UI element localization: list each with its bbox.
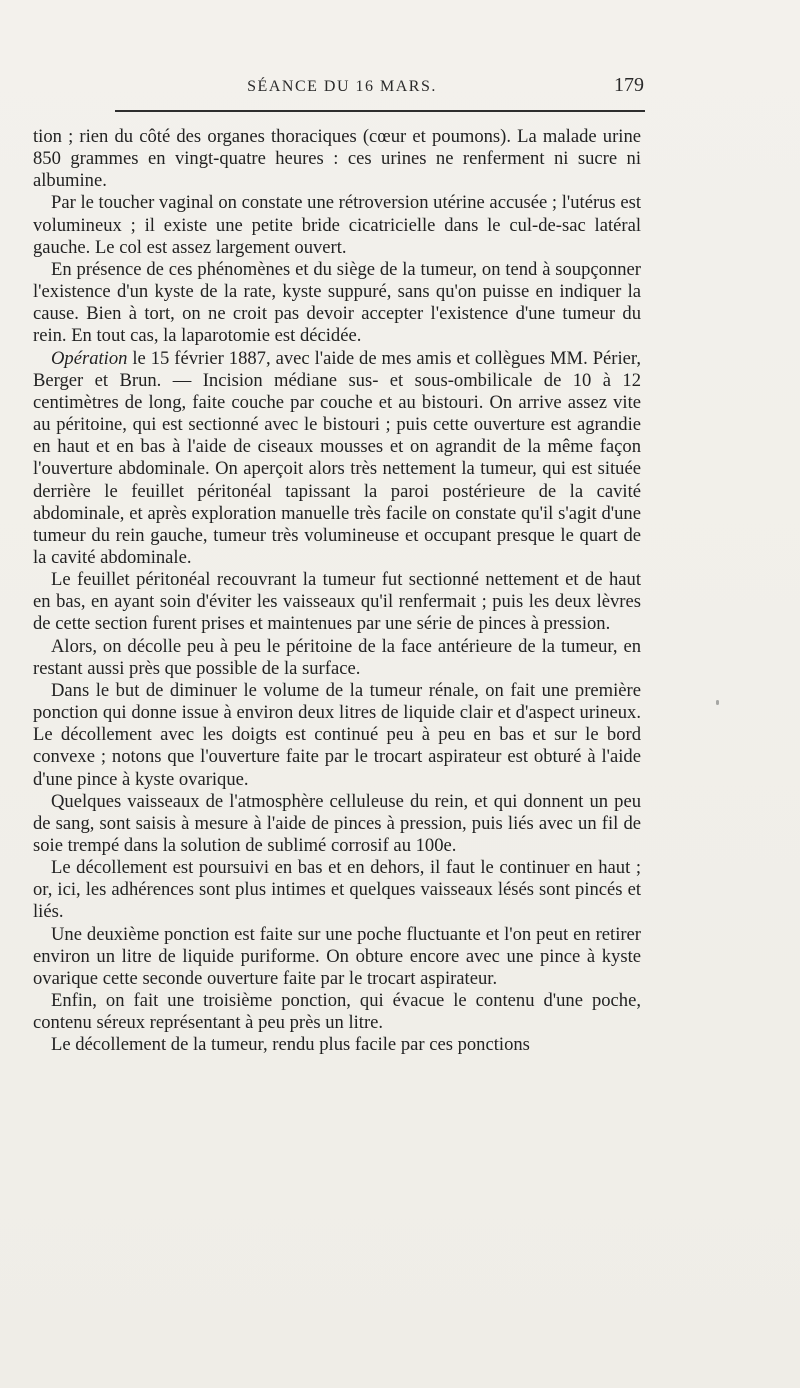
- body-text: [33, 126, 641, 1057]
- header-rule: [115, 110, 645, 112]
- paragraph: Une deuxième ponction est faite sur une poche fluctuante et l'on peut en retirer environ un litre de liquide puriforme. On obture encore avec une pince à kyste ovarique cette seconde ouverture faite par le trocart aspirateur.: [33, 923, 641, 989]
- paragraph: Enfin, on fait une troisième ponction, qui évacue le contenu d'une poche, contenu séreux représentant à peu près un litre.: [33, 990, 641, 1034]
- paragraph-text: le 15 février 1887, avec l'aide de mes amis et collègues MM. Périer, Berger et Brun. — Incision médiane sus- et sous-ombilicale de 10 à 12 centimètres de long, faite couche par couche et au bistouri. On arrive assez vite au péritoine, qui est sectionné avec le bistouri ; puis cette ouverture est agrandie en haut et en bas à l'aide de ciseaux mousses et on agrandit de la même façon l'ouverture abdominale. On aperçoit alors très nettement la tumeur, qui est située derrière le feuillet péritonéal tapissant la paroi postérieure de la cavité abdominale, et après exploration manuelle très facile on constate qu'il s'agit d'une tumeur du rein gauche, tumeur très volumineuse et occupant presque le quart de la cavité abdominale.: [33, 347, 641, 568]
- page-number: 179: [614, 74, 644, 96]
- paragraph-operation: [33, 348, 641, 570]
- paragraph: Le décollement de la tumeur, rendu plus facile par ces ponctions: [51, 1034, 530, 1056]
- section-lead: Opération: [51, 347, 128, 369]
- paragraph: Le feuillet péritonéal recouvrant la tumeur fut sectionné nettement et de haut en bas, en ayant soin d'éviter les vaisseaux qu'il renfermait ; puis les deux lèvres de cette section furent prises et maintenues par une série de pinces à pression.: [33, 569, 641, 635]
- paragraph: Le décollement est poursuivi en bas et en dehors, il faut le continuer en haut ; or, ici, les adhérences sont plus intimes et quelques vaisseaux lésés sont pincés et liés.: [33, 857, 641, 923]
- paragraph: En présence de ces phénomènes et du siège de la tumeur, on tend à soupçonner l'existence d'un kyste de la rate, kyste suppuré, sans qu'on puisse en indiquer la cause. Bien à tort, on ne croit pas devoir accepter l'existence d'une tumeur du rein. En tout cas, la laparotomie est décidée.: [33, 258, 641, 347]
- running-head: SÉANCE DU 16 MARS.: [247, 78, 437, 95]
- paragraph: Alors, on décolle peu à peu le péritoine de la face antérieure de la tumeur, en restant aussi près que possible de la surface.: [33, 635, 641, 679]
- paragraph: Dans le but de diminuer le volume de la tumeur rénale, on fait une première ponction qui donne issue à environ deux litres de liquide clair et d'aspect urineux. Le décollement avec les doigts est continué peu à peu en bas et sur le bord convexe ; notons que l'ouverture faite par le trocart aspirateur est obturé à l'aide d'une pince à kyste ovarique.: [33, 679, 641, 790]
- paragraph: Par le toucher vaginal on constate une rétroversion utérine accusée ; l'utérus est volumineux ; il existe une petite bride cicatricielle dans le cul-de-sac latéral gauche. Le col est assez largement ouvert.: [33, 192, 641, 258]
- page-header: [40, 72, 644, 102]
- paragraph: tion ; rien du côté des organes thoraciques (cœur et poumons). La malade urine 850 grammes en vingt-quatre heures : ces urines ne renferment ni sucre ni albumine.: [33, 126, 641, 192]
- ink-speck: [716, 700, 719, 705]
- paragraph: Quelques vaisseaux de l'atmosphère celluleuse du rein, et qui donnent un peu de sang, sont saisis à mesure à l'aide de pinces à pression, puis liés avec un fil de soie trempé dans la solution de sublimé corrosif au 100e.: [33, 790, 641, 856]
